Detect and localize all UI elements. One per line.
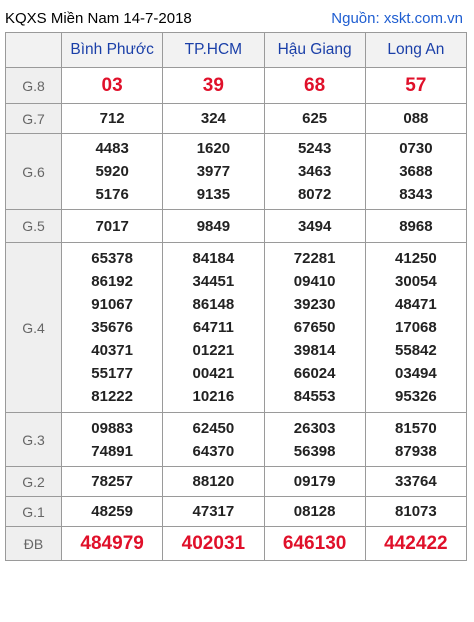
result-number: 39230 [293,296,336,313]
prize-row [6,467,467,497]
prize-label: G.4 [6,243,62,413]
result-number: 81570 [395,419,437,437]
result-cell [264,68,365,104]
prize-row [6,527,467,561]
result-cell [62,68,163,104]
result-number: 81222 [91,388,133,405]
result-number: 65378 [91,250,133,267]
prize-row [6,68,467,104]
result-number: 48259 [91,503,133,520]
source-link[interactable]: Nguồn: xskt.com.vn [331,9,463,27]
result-cell [365,210,466,243]
result-number: 41250 [395,250,437,267]
result-number: 68 [304,75,326,96]
result-number: 09410 [293,273,336,290]
result-cell [365,527,466,561]
result-number: 81073 [395,503,437,520]
result-cell [62,467,163,497]
result-number: 88120 [192,473,235,490]
result-number: 088 [403,110,429,127]
prize-row [6,104,467,134]
result-number: 39 [202,75,224,96]
result-number: 8343 [399,186,433,203]
result-number: 17068 [395,319,437,336]
results-table [5,32,467,561]
result-number: 7017 [95,217,129,235]
result-number: 57 [405,75,427,96]
result-number: 95326 [395,388,437,405]
result-cell [264,413,365,467]
result-number: 30054 [395,273,437,290]
result-cell [62,134,163,210]
result-number: 35676 [91,319,133,336]
result-number: 10216 [192,388,235,405]
prize-label: G.7 [6,104,62,134]
result-number: 40371 [91,342,133,359]
result-cell [163,467,264,497]
title-bar [5,4,467,32]
result-cell [264,210,365,243]
prize-row [6,210,467,243]
result-cell [365,497,466,527]
result-cell [62,497,163,527]
result-number: 402031 [181,533,246,554]
result-number: 55842 [395,342,437,359]
result-number: 72281 [293,250,336,267]
result-number: 39814 [293,342,336,359]
result-number: 3688 [399,163,433,180]
lottery-results [5,4,467,561]
result-cell [365,467,466,497]
result-cell [264,467,365,497]
result-number: 712 [99,110,125,127]
prize-label: G.1 [6,497,62,527]
result-number: 324 [200,110,226,127]
result-cell [264,527,365,561]
result-number: 00421 [192,365,235,382]
page-title: KQXS Miền Nam 14-7-2018 [5,9,192,27]
result-number: 78257 [91,473,133,490]
result-number: 08128 [293,503,336,520]
result-number: 55177 [91,365,133,382]
province-header[interactable]: Hậu Giang [264,33,365,68]
result-cell [365,134,466,210]
result-number: 0730 [399,140,433,157]
result-number: 86192 [91,273,133,290]
result-number: 5243 [297,140,332,157]
result-number: 625 [302,110,328,127]
result-number: 67650 [293,319,336,336]
result-cell [264,243,365,413]
result-cell [163,243,264,413]
result-cell [365,413,466,467]
result-number: 56398 [293,442,336,460]
result-number: 484979 [80,533,144,554]
result-cell [163,497,264,527]
result-number: 8072 [297,186,332,203]
prize-row [6,243,467,413]
result-cell [365,243,466,413]
prize-label: G.5 [6,210,62,243]
result-cell [163,134,264,210]
result-number: 442422 [384,533,448,554]
province-header[interactable]: TP.HCM [163,33,264,68]
result-number: 86148 [192,296,235,313]
result-number: 3494 [297,217,332,235]
result-cell [365,68,466,104]
prize-label: G.3 [6,413,62,467]
result-number: 3463 [297,163,332,180]
result-cell [163,68,264,104]
result-number: 5920 [95,163,129,180]
province-header[interactable]: Long An [365,33,466,68]
result-number: 9135 [196,186,231,203]
prize-label: ĐB [6,527,62,561]
result-number: 74891 [91,442,133,460]
result-cell [163,527,264,561]
result-number: 09883 [91,419,133,437]
result-number: 1620 [196,140,231,157]
result-number: 34451 [192,273,235,290]
result-cell [62,413,163,467]
prize-label: G.2 [6,467,62,497]
result-number: 03494 [395,365,437,382]
prize-row [6,134,467,210]
prize-label: G.8 [6,68,62,104]
result-number: 66024 [293,365,336,382]
result-cell [264,134,365,210]
result-number: 87938 [395,442,437,460]
result-cell [62,104,163,134]
result-cell [264,497,365,527]
result-number: 84553 [293,388,336,405]
result-number: 5176 [95,186,129,203]
result-number: 01221 [192,342,235,359]
result-number: 646130 [282,533,347,554]
result-number: 8968 [399,217,433,235]
result-number: 47317 [192,503,235,520]
result-number: 62450 [192,419,235,437]
result-number: 26303 [293,419,336,437]
result-number: 64711 [192,319,234,336]
result-cell [62,210,163,243]
result-cell [264,104,365,134]
result-cell [163,413,264,467]
result-cell [163,104,264,134]
result-number: 48471 [395,296,437,313]
prize-row [6,413,467,467]
result-cell [62,243,163,413]
result-number: 33764 [395,473,437,490]
result-number: 91067 [91,296,133,313]
result-cell [163,210,264,243]
result-number: 9849 [196,217,231,235]
prize-row [6,497,467,527]
prize-rows [6,68,467,561]
result-number: 09179 [293,473,336,490]
province-header-row [6,33,467,68]
result-number: 3977 [196,163,231,180]
result-number: 03 [101,75,123,96]
result-number: 84184 [192,250,235,267]
result-cell [365,104,466,134]
result-cell [62,527,163,561]
province-header[interactable]: Bình Phước [62,33,163,68]
header-corner [6,33,62,68]
prize-label: G.6 [6,134,62,210]
result-number: 64370 [192,442,235,460]
result-number: 4483 [95,140,129,157]
